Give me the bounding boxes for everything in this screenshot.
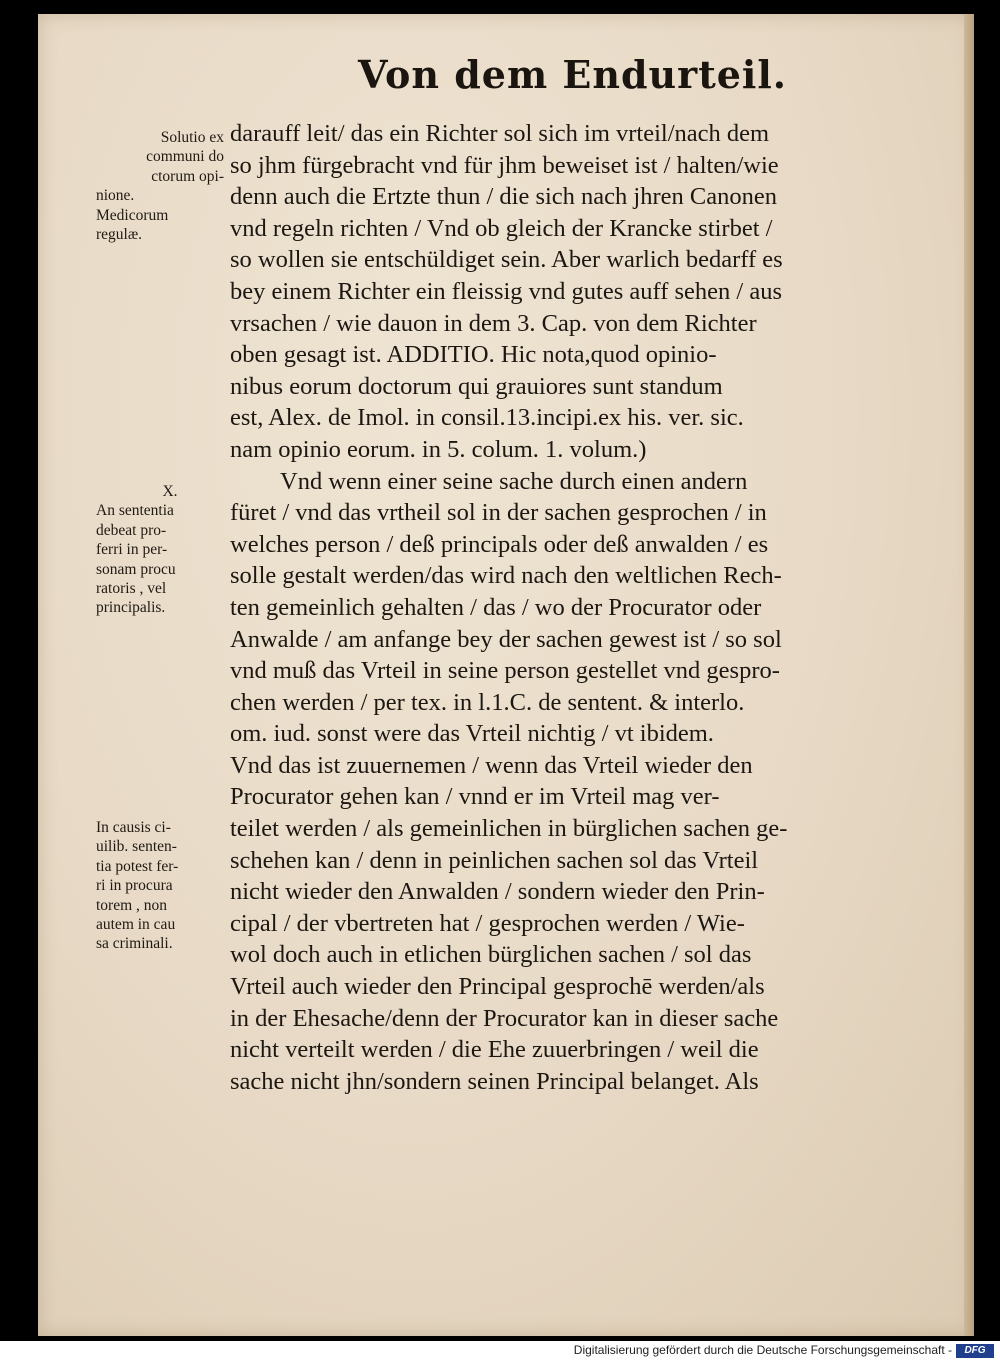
marginal-line: Medicorum [96,206,169,224]
marginal-line: uilib. senten- [96,838,177,856]
body-line: vrsachen / wie dauon in dem 3. Cap. von dem Richter [230,309,757,337]
marginal-line: communi do [146,148,224,166]
marginal-note-solutio [96,128,224,244]
body-text [230,118,850,1097]
marginal-line: ferri in per- [96,541,168,559]
marginal-line: autem in cau [96,916,176,934]
body-line: denn auch die Ertzte thun / die sich nach jhren Canonen [230,183,777,211]
dfg-logo: DFG [956,1344,994,1358]
body-line: Anwalde / am anfange bey der sachen gewest ist / so sol [230,625,782,653]
marginal-note-sententia [96,482,224,618]
marginal-line: ratoris , vel [96,580,167,598]
body-line: bey einem Richter ein fleissig vnd gutes auff sehen / aus [230,277,783,305]
body-line: nibus eorum doctorum qui grauiores sunt standum [230,372,723,400]
body-line: schehen kan / denn in peinlichen sachen sol das Vrteil [230,846,759,874]
marginal-line: regulæ. [96,226,143,244]
marginal-line: An sententia [96,502,174,520]
body-line: nicht verteilt werden / die Ehe zuuerbringen / weil die [230,1036,759,1064]
body-line: Vnd das ist zuuernemen / wenn das Vrteil wieder den [230,751,753,779]
running-head: Von dem Endurteil. [358,52,788,97]
body-line: vnd regeln richten / Vnd ob gleich der Krancke stirbet / [230,214,773,242]
marginal-line: Solutio ex [160,129,224,146]
body-line: so wollen sie entschüldiget sein. Aber warlich bedarff es [230,246,783,274]
body-line: vnd muß das Vrteil in seine person gestellet vnd gespro- [230,657,780,685]
footer-bar [0,1341,1000,1361]
body-line: oben gesagt ist. ADDITIO. Hic nota,quod opinio- [230,341,717,369]
paragraph-start-line: Vnd wenn einer seine sache durch einen andern [280,467,748,495]
marginal-note-causis [96,818,224,954]
body-line: füret / vnd das vrtheil sol in der sachen gesprochen / in [230,499,767,527]
marginal-line: sa criminali. [96,935,173,953]
body-line: solle gestalt werden/das wird nach den weltlichen Rech- [230,562,782,590]
body-line: Vrteil auch wieder den Principal gesprochē werden/als [230,973,765,1001]
body-line: nam opinio eorum. in 5. colum. 1. volum.) [230,435,647,463]
body-line: om. iud. sonst were das Vrteil nichtig / vt ibidem. [230,720,714,748]
body-line: sache nicht jhn/sondern seinen Principal belanget. Als [230,1067,759,1095]
body-line: in der Ehesache/denn der Procurator kan in dieser sache [230,1004,779,1032]
page-edge [964,14,974,1336]
marginal-line: sonam procu [96,560,176,578]
marginal-line: In causis ci- [96,819,171,836]
body-line: darauff leit/ das ein Richter sol sich im vrteil/nach dem [230,120,770,147]
marginal-line: debeat pro- [96,521,167,539]
marginal-line: principalis. [96,599,166,617]
body-line: est, Alex. de Imol. in consil.13.incipi.ex his. ver. sic. [230,404,744,432]
marginal-line: ri in procura [96,877,173,895]
body-line: teilet werden / als gemeinlichen in bürglichen sachen ge- [230,815,788,843]
marginal-line: tia potest fer- [96,857,179,875]
section-number: X. [162,483,178,500]
body-line: chen werden / per tex. in l.1.C. de sentent. & interlo. [230,688,745,716]
body-line: so jhm fürgebracht vnd für jhm beweiset ist / halten/wie [230,151,779,179]
marginal-line: ctorum opi- [151,167,224,185]
body-line: nicht wieder den Anwalden / sondern wieder den Prin- [230,878,765,906]
body-line: Procurator gehen kan / vnnd er im Vrteil mag ver- [230,783,720,811]
body-line: cipal / der vbertreten hat / gesprochen werden / Wie- [230,909,745,937]
body-line: welches person / deß principals oder deß anwalden / es [230,530,769,558]
marginal-line: torem , non [96,896,168,914]
funding-note: Digitalisierung gefördert durch die Deutsche Forschungsgemeinschaft - [573,1343,952,1357]
body-line: wol doch auch in etlichen bürglichen sachen / sol das [230,941,752,969]
marginal-line: nione. [96,187,135,205]
body-line: ten gemeinlich gehalten / das / wo der Procurator oder [230,593,762,621]
